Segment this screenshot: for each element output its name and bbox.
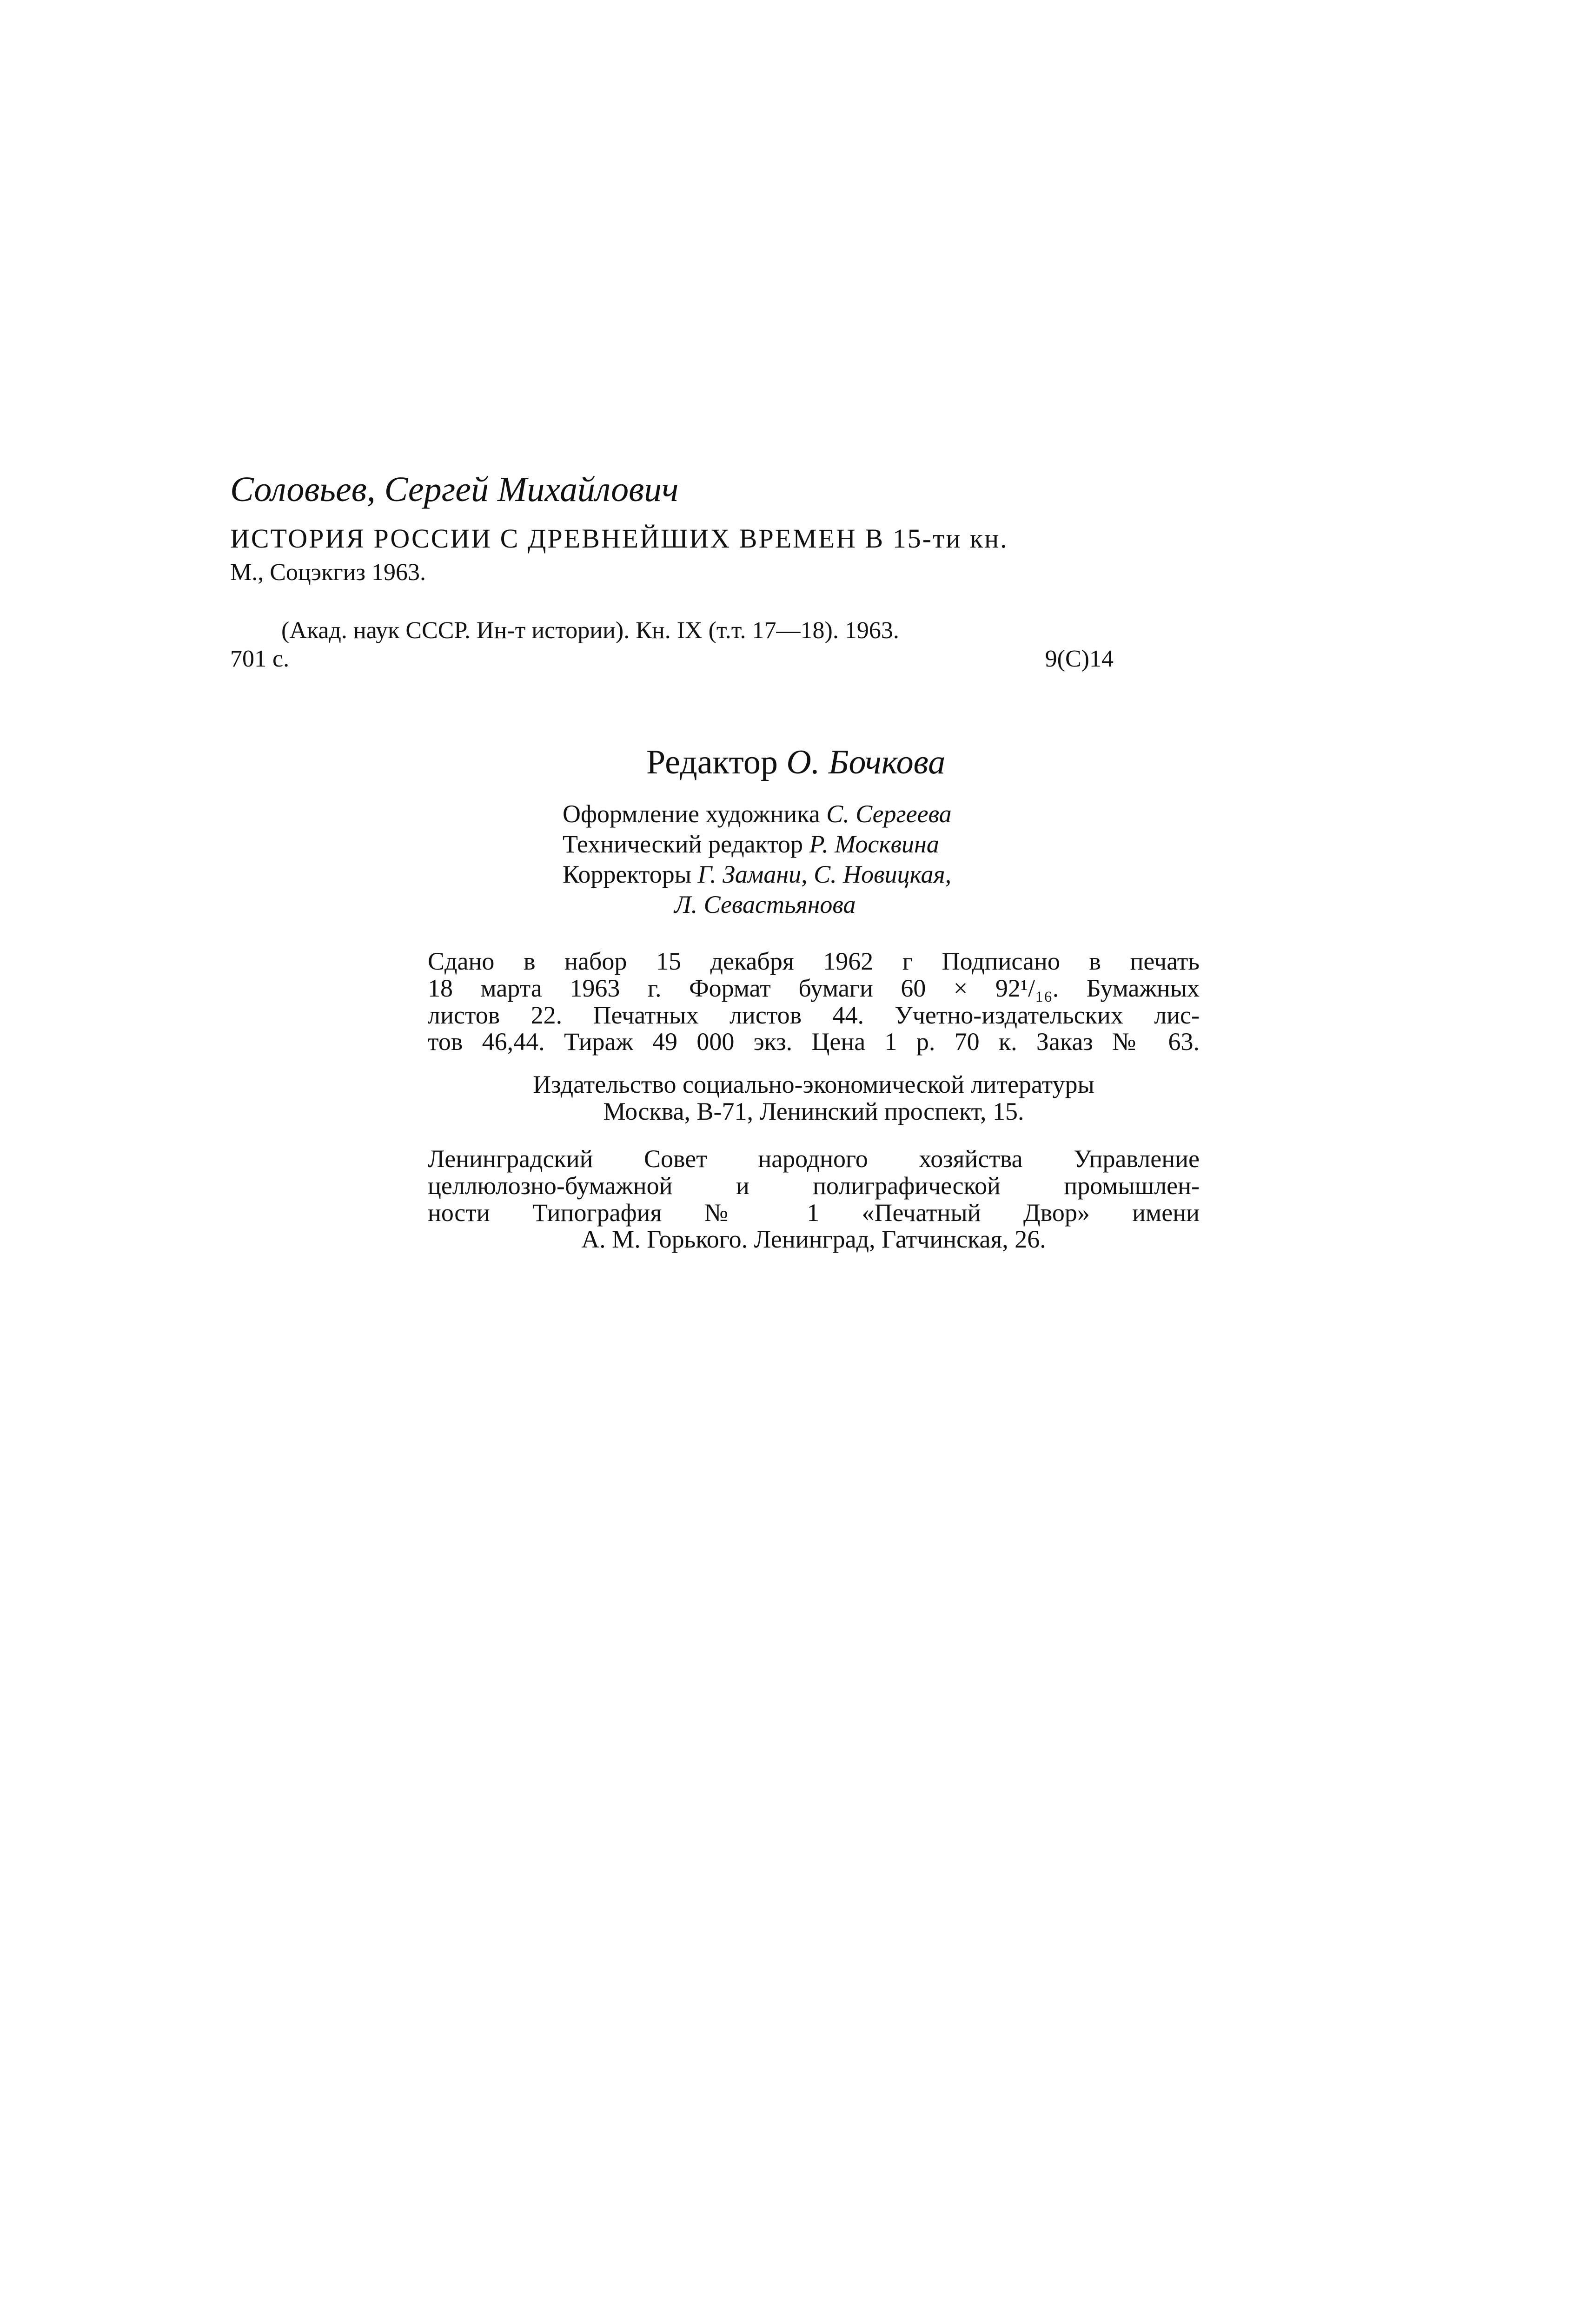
printer-block	[428, 1146, 1200, 1253]
card-footer	[230, 645, 1114, 673]
print-data-line: Сдано в набор 15 декабря 1962 г Подписано в печать	[428, 947, 1200, 975]
proof-label: Корректоры	[563, 860, 691, 888]
credits-block	[507, 744, 1158, 920]
publisher-address: Москва, В-71, Ленинский проспект, 15.	[603, 1097, 1024, 1125]
print-data-line: 18 марта 1963 г. Формат бумаги 60 × 92¹/₁₆. Бумажных	[428, 974, 1200, 1002]
printer-line: Ленинградский Совет народного хозяйства Управление	[428, 1145, 1200, 1173]
design-label: Оформление художника	[563, 800, 820, 828]
series-line: (Акад. наук СССР. Ин-т истории). Кн. IX (т.т. 17—18). 1963.	[281, 617, 899, 644]
proof-names-1: Г. Замани, С. Новицкая,	[697, 860, 952, 888]
editor-label: Редактор	[646, 743, 778, 781]
publisher-block	[428, 1071, 1200, 1125]
tech-name: Р. Москвина	[809, 830, 939, 858]
tech-label: Технический редактор	[563, 830, 803, 858]
publisher-line: М., Соцэкгиз 1963.	[230, 559, 426, 586]
classification-code: 9(С)14	[1045, 645, 1114, 672]
editor-name: О. Бочкова	[786, 743, 946, 781]
editor-line	[646, 744, 1158, 781]
tech-editor-credit	[563, 829, 1158, 859]
print-data-line: тов 46,44. Тираж 49 000 экз. Цена 1 р. 70 к. Заказ № 63.	[428, 1028, 1200, 1056]
print-data-block	[428, 948, 1200, 1056]
book-title: ИСТОРИЯ РОССИИ С ДРЕВНЕЙШИХ ВРЕМЕН В 15-ти кн.	[230, 523, 1008, 554]
printer-line: целлюлозно-бумажной и полиграфической промышлен-	[428, 1171, 1200, 1200]
catalog-card	[230, 469, 1114, 673]
proof-names-2: Л. Севастьянова	[674, 890, 856, 918]
design-name: С. Сергеева	[826, 800, 952, 828]
print-data-line: листов 22. Печатных листов 44. Учетно-издательских лис-	[428, 1001, 1200, 1029]
page-count: 701 с.	[230, 645, 290, 672]
design-credit	[563, 799, 1158, 829]
publisher-name: Издательство социально-экономической литературы	[533, 1070, 1094, 1098]
proofreaders-credit	[563, 859, 1158, 890]
printer-line: ности Типография № 1 «Печатный Двор» имени	[428, 1198, 1200, 1227]
printer-line: А. М. Горького. Ленинград, Гатчинская, 26.	[581, 1225, 1046, 1254]
author-name: Соловьев, Сергей Михайлович	[230, 470, 679, 509]
